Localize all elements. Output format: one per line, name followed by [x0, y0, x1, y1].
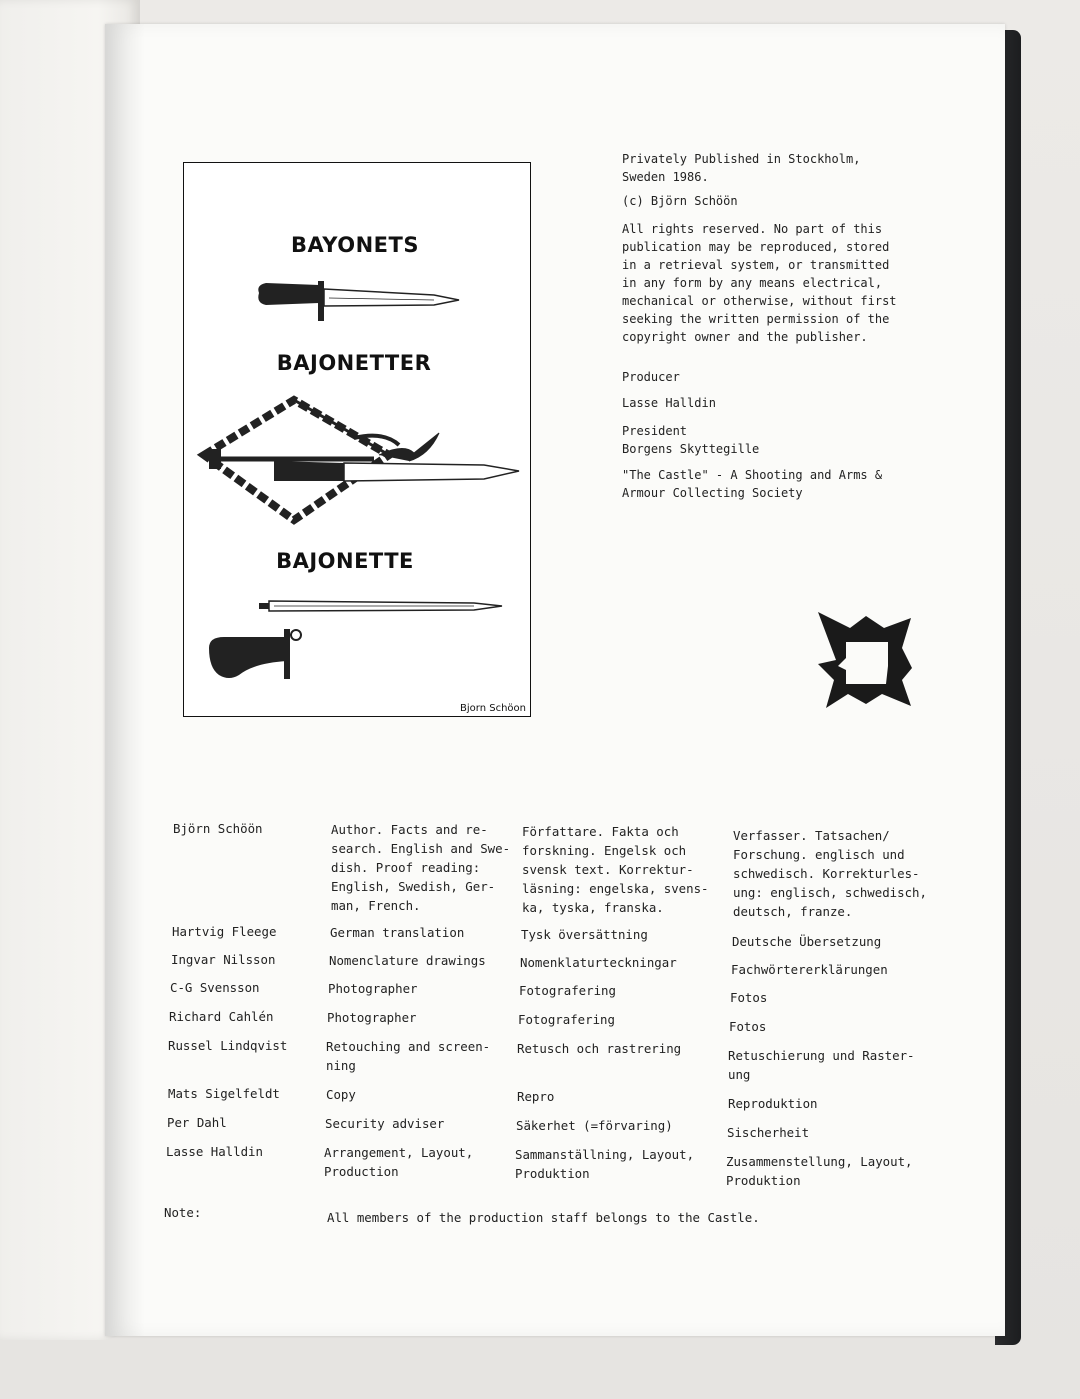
- credit-role-sv: Repro: [517, 1089, 555, 1104]
- president-label: President: [622, 424, 688, 438]
- credit-role-en: Photographer: [328, 981, 418, 996]
- credit-role-de: Retuschierung und Raster- ung: [728, 1048, 915, 1082]
- society-name: "The Castle" - A Shooting and Arms & Armour Collecting Society: [622, 468, 883, 500]
- credit-role-sv: Säkerhet (=förvaring): [516, 1118, 673, 1133]
- credit-role-en: Retouching and screen- ning: [326, 1039, 491, 1073]
- credit-role-sv: Fotografering: [518, 1012, 615, 1027]
- credit-role-de: Fotos: [729, 1019, 767, 1034]
- credit-role-en: Nomenclature drawings: [329, 953, 486, 968]
- credit-role-en: Author. Facts and re- search. English and Swe- dish. Proof reading: English, Swedish, Ger- man, French.: [331, 822, 511, 913]
- cover-author: Bjorn Schöon: [460, 703, 526, 714]
- credit-role-sv: Sammanställning, Layout, Produktion: [515, 1147, 695, 1181]
- producer-name: Lasse Halldin: [622, 396, 716, 410]
- credit-role-sv: Fotografering: [519, 983, 616, 998]
- credit-role-en: German translation: [330, 925, 465, 940]
- credit-role-sv: Nomenklaturteckningar: [520, 955, 677, 970]
- credit-role-sv: Författare. Fakta och forskning. Engelsk och svensk text. Korrektur- läsning: engelska, svens- ka, tyska, franska.: [522, 824, 709, 915]
- cover-title-english: BAYONETS: [291, 233, 419, 257]
- imprint-block: [622, 150, 942, 502]
- gutter-shadow: [105, 24, 145, 1336]
- credit-role-de: Zusammenstellung, Layout, Produktion: [726, 1154, 913, 1188]
- credit-name: Russel Lindqvist: [168, 1038, 288, 1053]
- credit-name: Ingvar Nilsson: [171, 952, 276, 967]
- president-org: Borgens Skyttegille: [622, 442, 760, 456]
- credit-role-de: Reproduktion: [728, 1096, 818, 1111]
- note-label: Note:: [164, 1205, 202, 1220]
- credit-name: Mats Sigelfeldt: [168, 1086, 280, 1101]
- cover-title-german: BAJONETTE: [276, 549, 414, 573]
- credit-role-sv: Retusch och rastrering: [517, 1041, 682, 1056]
- credit-role-de: Deutsche Übersetzung: [732, 934, 882, 949]
- credit-role-en: Photographer: [327, 1010, 417, 1025]
- cover-illustration: [183, 162, 531, 717]
- credit-role-en: Security adviser: [325, 1116, 445, 1131]
- credit-role-de: Sischerheit: [727, 1125, 810, 1140]
- credit-name: Per Dahl: [167, 1115, 227, 1130]
- rights-statement: All rights reserved. No part of this publication may be reproduced, stored in a retrieval system, or transmitted in any form by any means electrical, mechanical or otherwise, without first seeking the written permission of the copyright owner and the publisher.: [622, 222, 897, 344]
- publication-statement: Privately Published in Stockholm, Sweden 1986.: [622, 152, 861, 184]
- bayonet-cluster-icon: [204, 400, 519, 520]
- credit-role-en: Copy: [326, 1087, 356, 1102]
- credit-name: Richard Cahlén: [169, 1009, 274, 1024]
- credit-role-en: Arrangement, Layout, Production: [324, 1145, 474, 1179]
- copyright-line: (c) Björn Schöön: [622, 194, 738, 208]
- credit-role-sv: Tysk översättning: [521, 927, 648, 942]
- credit-role-de: Fachwörtererklärungen: [731, 962, 888, 977]
- bayonet-1-icon: [258, 281, 459, 321]
- credit-role-de: Fotos: [730, 990, 768, 1005]
- credit-name: Björn Schöön: [173, 821, 263, 836]
- credit-name: C-G Svensson: [170, 980, 260, 995]
- credit-name: Lasse Halldin: [166, 1144, 263, 1159]
- note-text: All members of the production staff belongs to the Castle.: [327, 1210, 760, 1225]
- credit-role-de: Verfasser. Tatsachen/ Forschung. englisch und schwedisch. Korrekturles- ung: englisch, schwedisch, deutsch, franze.: [733, 828, 927, 919]
- bayonet-3-icon: [209, 601, 502, 679]
- cover-title-swedish: BAJONETTER: [276, 351, 432, 375]
- producer-label: Producer: [622, 370, 680, 384]
- castle-logo-icon: [816, 608, 916, 713]
- credit-name: Hartvig Fleege: [172, 924, 277, 939]
